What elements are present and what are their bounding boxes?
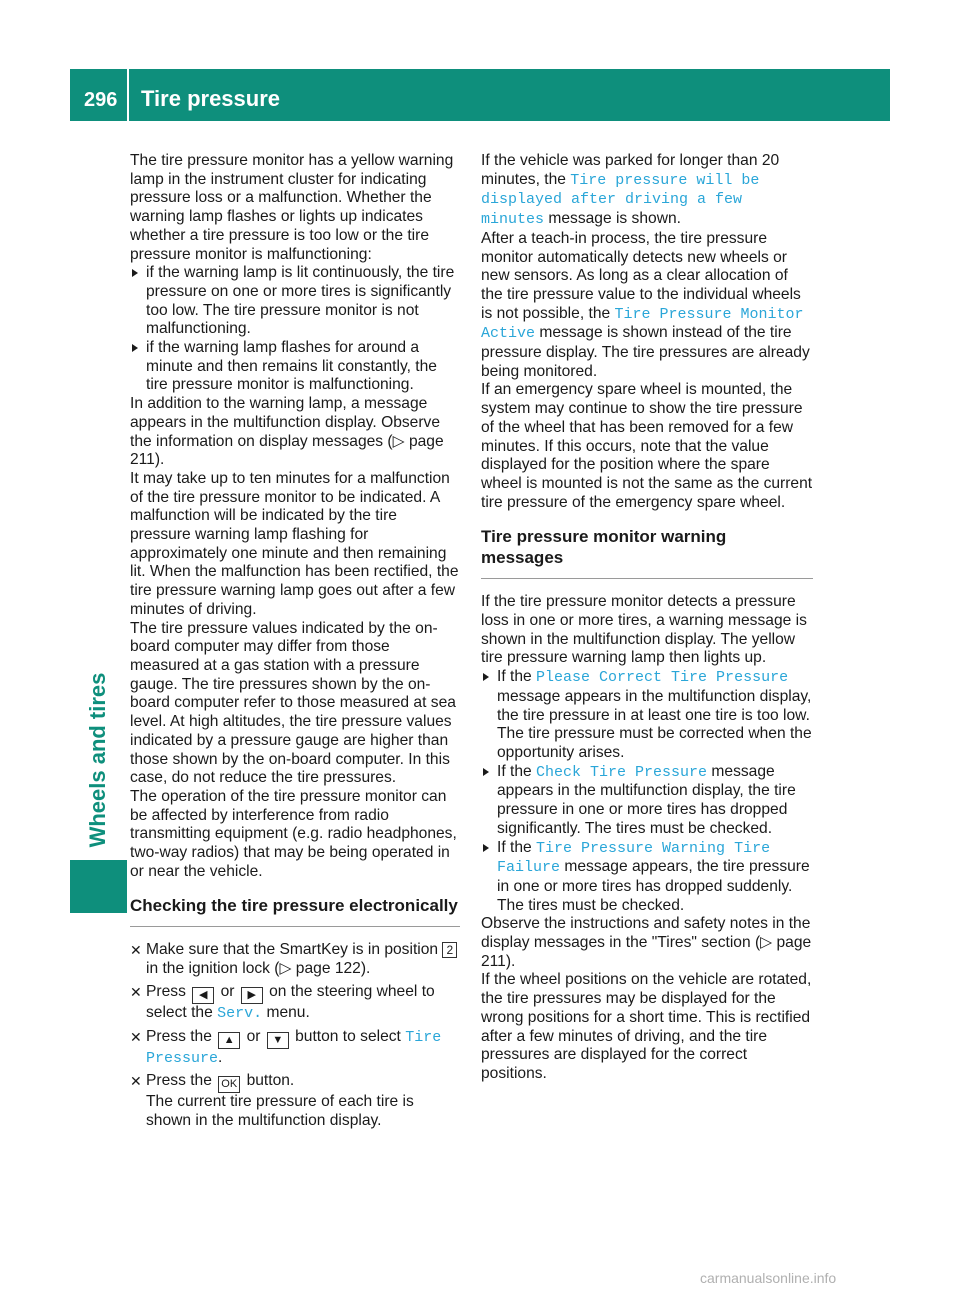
- paragraph: If the tire pressure monitor detects a pressure loss in one or more tires, a warning message is shown in the multifunction display. The yellow tire pressure warning lamp then lights up.: [481, 593, 807, 667]
- step: [130, 1028, 460, 1069]
- display-text: Tire Pressure: [146, 1028, 442, 1067]
- display-text: Serv.: [217, 1004, 263, 1022]
- list-item-text: If the: [497, 838, 532, 856]
- list-item: [481, 668, 813, 763]
- step-text: button to select: [295, 1027, 401, 1045]
- display-text: Tire pressure will be displayed after driving a few minutes: [481, 171, 760, 229]
- key-position-2-icon: 2: [442, 942, 457, 958]
- step-arrow-icon: ✕: [130, 1028, 142, 1045]
- display-text: Please Correct Tire Pressure: [536, 669, 789, 687]
- step-text: Press the: [146, 1072, 212, 1090]
- paragraph-text: After a teach-in process, the tire pressure monitor automatically detects new wheels or new sensors. As long as a clear allocation of the tire pressure value to the individual wheels is not possible, the: [481, 229, 801, 322]
- paragraph: [481, 230, 813, 382]
- step-text: menu.: [266, 1003, 310, 1021]
- right-column: [481, 152, 813, 1084]
- paragraph: In addition to the warning lamp, a message appears in the multifunction display. Observe the information on display messages (▷ page 211).: [130, 395, 444, 469]
- divider: [481, 578, 813, 579]
- list-item-text: if the warning lamp is lit continuously, the tire pressure on one or more tires is significantly too low. The tire pressure monitor is not malfunctioning.: [146, 264, 455, 338]
- paragraph: The operation of the tire pressure monitor can be affected by interference from radio transmitting equipment (e.g. radio headphones, two-way radios) that may be being operated in or near the vehicle.: [130, 787, 457, 880]
- step-result: The current tire pressure of each tire is shown in the multifunction display.: [146, 1093, 414, 1129]
- step-text: .: [218, 1048, 223, 1066]
- list-item: [481, 763, 813, 839]
- paragraph: The tire pressure monitor has a yellow warning lamp in the instrument cluster for indicating pressure loss or a malfunction. Whether the warning lamp flashes or lights up indicates whether a tire pressure is too low or the tire pressure monitor is malfunctioning:: [130, 152, 454, 263]
- step-text: or: [220, 982, 235, 1000]
- step-text: Make sure that the SmartKey is in position: [146, 941, 439, 959]
- step-text: or: [246, 1027, 261, 1045]
- step-arrow-icon: ✕: [130, 942, 142, 959]
- display-text: Tire Pressure Monitor Active: [481, 305, 804, 343]
- divider: [130, 926, 460, 927]
- step: [130, 983, 460, 1024]
- step-text: on the steering wheel to select the: [146, 982, 435, 1021]
- list-item-text: If the: [497, 762, 532, 780]
- list-item: [130, 264, 460, 339]
- paragraph-text: message is shown instead of the tire pressure display. The tire pressures are already being monitored.: [481, 324, 810, 380]
- up-button-icon: ▲: [218, 1032, 240, 1049]
- paragraph: Observe the instructions and safety notes in the display messages in the "Tires" section (▷ page 211).: [481, 915, 812, 970]
- display-text: Check Tire Pressure: [536, 763, 708, 781]
- list-item: [130, 339, 460, 395]
- watermark: carmanualsonline.info: [700, 1270, 837, 1286]
- step-arrow-icon: ✕: [130, 1073, 142, 1090]
- section-heading: Checking the tire pressure electronically: [130, 896, 458, 916]
- paragraph: [481, 152, 813, 230]
- step-text: button.: [246, 1072, 295, 1090]
- left-column: [130, 152, 460, 1135]
- list-item-text: message appears, the tire pressure in one or more tires has dropped suddenly. The tires must be checked.: [497, 858, 810, 914]
- ok-button-icon: OK: [218, 1076, 240, 1093]
- step-text: Press: [146, 982, 186, 1000]
- list-item-text: message appears in the multifunction display, the tire pressure in at least one tire is too low. The tire pressure must be corrected when the opportunity arises.: [497, 687, 812, 761]
- paragraph-text: If the vehicle was parked for longer than 20 minutes, the: [481, 152, 780, 188]
- list-item: [481, 839, 813, 916]
- step-arrow-icon: ✕: [130, 983, 142, 1000]
- page-number: 296: [84, 89, 118, 111]
- display-text: Tire Pressure Warning Tire Failure: [497, 839, 771, 877]
- paragraph-text: message is shown.: [548, 210, 681, 228]
- paragraph: If the wheel positions on the vehicle are rotated, the tire pressures may be displayed for the wrong positions for a short time. This is rectified after a few minutes of driving, and the tire pressures are displayed for the correct positions.: [481, 971, 812, 1082]
- down-button-icon: ▼: [267, 1032, 289, 1049]
- list-item-text: if the warning lamp flashes for around a minute and then remains lit constantly, the tire pressure monitor is malfunctioning.: [146, 339, 437, 394]
- side-marker: [70, 860, 127, 913]
- section-heading: Tire pressure monitor warning messages: [481, 527, 727, 568]
- left-button-icon: ◀: [192, 987, 214, 1004]
- step-text: in the ignition lock (▷ page 122).: [146, 960, 371, 978]
- page-title: Tire pressure: [141, 86, 281, 111]
- paragraph: If an emergency spare wheel is mounted, the system may continue to show the tire pressure of the wheel that has been removed for a few minutes. If this occurs, note that the value displayed for the position where the spare wheel is mounted is not the same as the current tire pressure of the emergency spare wheel.: [481, 381, 813, 511]
- step: [130, 941, 460, 978]
- header-divider: [127, 69, 129, 121]
- right-button-icon: ▶: [241, 987, 263, 1004]
- step-text: Press the: [146, 1027, 212, 1045]
- paragraph: It may take up to ten minutes for a malfunction of the tire pressure monitor to be indicated. A malfunction will be indicated by the tire pressure warning lamp flashing for approximately one minute and then remaining lit. When the malfunction has been rectified, the tire pressure warning lamp goes out after a few minutes of driving.: [130, 469, 459, 618]
- list-item-text: If the: [497, 668, 532, 686]
- step: [130, 1072, 460, 1130]
- paragraph: The tire pressure values indicated by the on-board computer may differ from those measured at a gas station with a pressure gauge. The tire pressures shown by the on-board computer refer to those measured at sea level. At high altitudes, the tire pressure values indicated by a pressure gauge are higher than those shown by the on-board computer. In this case, do not reduce the tire pressures.: [130, 619, 456, 787]
- list-item-text: message appears in the multifunction display, the tire pressure in one or more tires has dropped significantly. The tires must be checked.: [497, 762, 796, 837]
- section-side-label: Wheels and tires: [85, 672, 110, 848]
